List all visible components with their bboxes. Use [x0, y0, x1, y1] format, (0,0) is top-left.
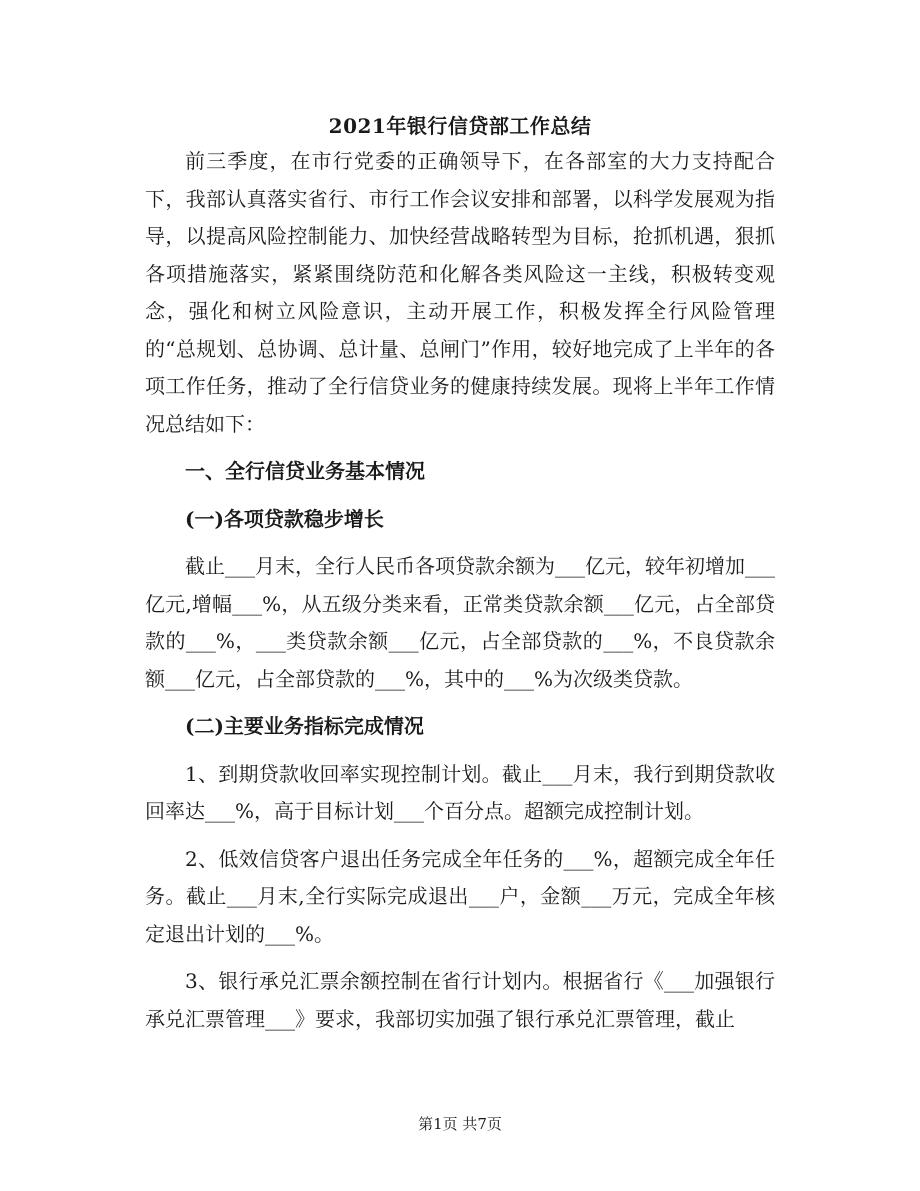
subsection-heading-1: (一)各项贷款稳步增长	[185, 506, 384, 531]
document-title: 2021年银行信贷部工作总结	[328, 114, 592, 138]
page-number: 第1页 共7页	[418, 1115, 502, 1133]
indicator-item-2: 2、低效信贷客户退出任务完成全年任务的___%，超额完成全年任务。截止___月末,全行实际完成退出___户，金额___万元，完成全年核定退出计划的___%。	[145, 846, 775, 946]
indicator-item-1: 1、到期贷款收回率实现控制计划。截止___月末，我行到期贷款收回率达___%，高于目标计划___个百分点。超额完成控制计划。	[145, 761, 775, 823]
intro-paragraph: 前三季度，在市行党委的正确领导下，在各部室的大力支持配合下，我部认真落实省行、市行工作会议安排和部署，以科学发展观为指导，以提高风险控制能力、加快经营战略转型为目标，抢抓机遇，狠抓各项措施落实，紧紧围绕防范和化解各类风险这一主线，积极转变观念，强化和树立风险意识，主动开展工作，积极发挥全行风险管理的“总规划、总协调、总计量、总闸门”作用，较好地完成了上半年的各项工作任务，推动了全行信贷业务的健康持续发展。现将上半年工作情况总结如下：	[145, 149, 775, 436]
indicator-item-3: 3、银行承兑汇票余额控制在省行计划内。根据省行《___加强银行承兑汇票管理___》要求，我部切实加强了银行承兑汇票管理，截止	[145, 969, 775, 1031]
section-heading-1: 一、全行信贷业务基本情况	[185, 459, 425, 483]
loan-balance-paragraph: 截止___月末，全行人民币各项贷款余额为___亿元，较年初增加___亿元,增幅___%，从五级分类来看，正常类贷款余额___亿元，占全部贷款的___%，___类贷款余额___亿元，占全部贷款的___%，不良贷款余额___亿元，占全部贷款的___%，其中的___%为次级类贷款。	[145, 554, 775, 691]
subsection-heading-2: (二)主要业务指标完成情况	[185, 714, 424, 738]
document-body	[145, 143, 775, 1048]
